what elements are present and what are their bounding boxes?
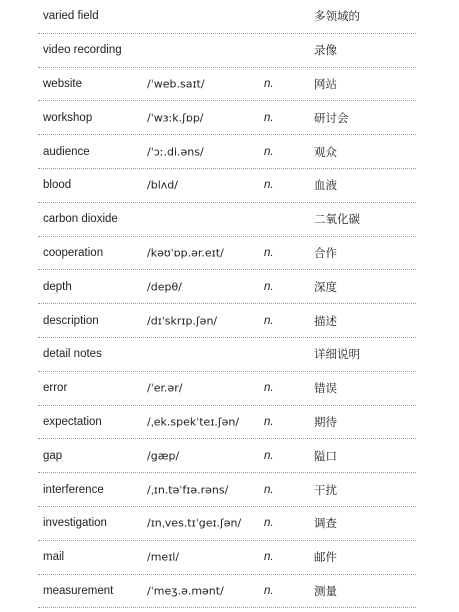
word-cell: varied field <box>43 10 99 23</box>
pos-cell: n. <box>264 246 274 259</box>
word-cell: carbon dioxide <box>43 213 118 226</box>
vocab-row <box>38 372 416 406</box>
pos-cell: n. <box>264 179 274 192</box>
ipa-cell: /kəʊˈɒp.ər.eɪt/ <box>147 246 224 260</box>
ipa-cell: /ˈwɜːk.ʃɒp/ <box>147 111 204 125</box>
word-cell: interference <box>43 483 104 496</box>
pos-cell: n. <box>264 584 274 597</box>
word-cell: error <box>43 382 68 395</box>
translation-cell: 测量 <box>314 583 337 598</box>
pos-cell: n. <box>264 111 274 124</box>
word-cell: description <box>43 314 99 327</box>
ipa-cell: /meɪl/ <box>147 550 180 564</box>
ipa-cell: /ˈɔː.di.əns/ <box>147 145 204 159</box>
translation-cell: 干扰 <box>314 482 337 497</box>
pos-cell: n. <box>264 415 274 428</box>
pos-cell: n. <box>264 280 274 293</box>
word-cell: detail notes <box>43 348 102 361</box>
pos-cell: n. <box>264 77 274 90</box>
vocab-row <box>38 169 416 203</box>
ipa-cell: /ˈmeʒ.ə.mənt/ <box>147 584 224 598</box>
vocab-row <box>38 575 416 609</box>
word-cell: mail <box>43 551 65 564</box>
pos-cell: n. <box>264 517 274 530</box>
pos-cell: n. <box>264 483 274 496</box>
ipa-cell: /ˈer.ər/ <box>147 381 183 395</box>
word-cell: video recording <box>43 44 122 57</box>
ipa-cell: /blʌd/ <box>147 178 178 192</box>
vocab-row <box>38 439 416 473</box>
translation-cell: 期待 <box>314 414 337 429</box>
vocab-row <box>38 68 416 102</box>
vocabulary-table <box>38 0 416 608</box>
vocab-row <box>38 203 416 237</box>
vocab-row <box>38 304 416 338</box>
word-cell: depth <box>43 280 72 293</box>
word-cell: gap <box>43 449 63 462</box>
vocab-row <box>38 101 416 135</box>
pos-cell: n. <box>264 145 274 158</box>
translation-cell: 深度 <box>314 279 337 294</box>
ipa-cell: /depθ/ <box>147 280 182 294</box>
translation-cell: 错误 <box>314 381 337 396</box>
pos-cell: n. <box>264 551 274 564</box>
pos-cell: n. <box>264 314 274 327</box>
ipa-cell: /ˈweb.saɪt/ <box>147 77 205 91</box>
vocab-row <box>38 507 416 541</box>
vocab-row <box>38 338 416 372</box>
word-cell: measurement <box>43 584 114 597</box>
ipa-cell: /ˌek.spekˈteɪ.ʃən/ <box>147 415 240 429</box>
vocab-row <box>38 473 416 507</box>
ipa-cell: /dɪˈskrɪp.ʃən/ <box>147 314 218 328</box>
translation-cell: 二氧化碳 <box>314 212 360 227</box>
vocab-row <box>38 135 416 169</box>
translation-cell: 血液 <box>314 178 337 193</box>
word-cell: investigation <box>43 517 107 530</box>
translation-cell: 隘口 <box>314 448 337 463</box>
translation-cell: 邮件 <box>314 550 337 565</box>
word-cell: cooperation <box>43 246 104 259</box>
translation-cell: 录像 <box>314 43 337 58</box>
vocab-row <box>38 34 416 68</box>
translation-cell: 描述 <box>314 313 337 328</box>
ipa-cell: /ˌɪn.təˈfɪə.rəns/ <box>147 483 229 497</box>
pos-cell: n. <box>264 382 274 395</box>
word-cell: website <box>43 77 82 90</box>
translation-cell: 合作 <box>314 245 337 260</box>
pos-cell: n. <box>264 449 274 462</box>
vocab-row <box>38 406 416 440</box>
translation-cell: 详细说明 <box>314 347 360 362</box>
ipa-cell: /ɪnˌves.tɪˈgeɪ.ʃən/ <box>147 516 242 530</box>
vocab-row <box>38 270 416 304</box>
translation-cell: 研讨会 <box>314 110 349 125</box>
word-cell: audience <box>43 145 90 158</box>
ipa-cell: /gæp/ <box>147 449 180 463</box>
word-cell: workshop <box>43 111 93 124</box>
vocab-row <box>38 0 416 34</box>
translation-cell: 网站 <box>314 76 337 91</box>
translation-cell: 观众 <box>314 144 337 159</box>
translation-cell: 调查 <box>314 516 337 531</box>
vocab-row <box>38 541 416 575</box>
translation-cell: 多领域的 <box>314 9 360 24</box>
vocab-row <box>38 237 416 271</box>
word-cell: blood <box>43 179 72 192</box>
word-cell: expectation <box>43 415 102 428</box>
